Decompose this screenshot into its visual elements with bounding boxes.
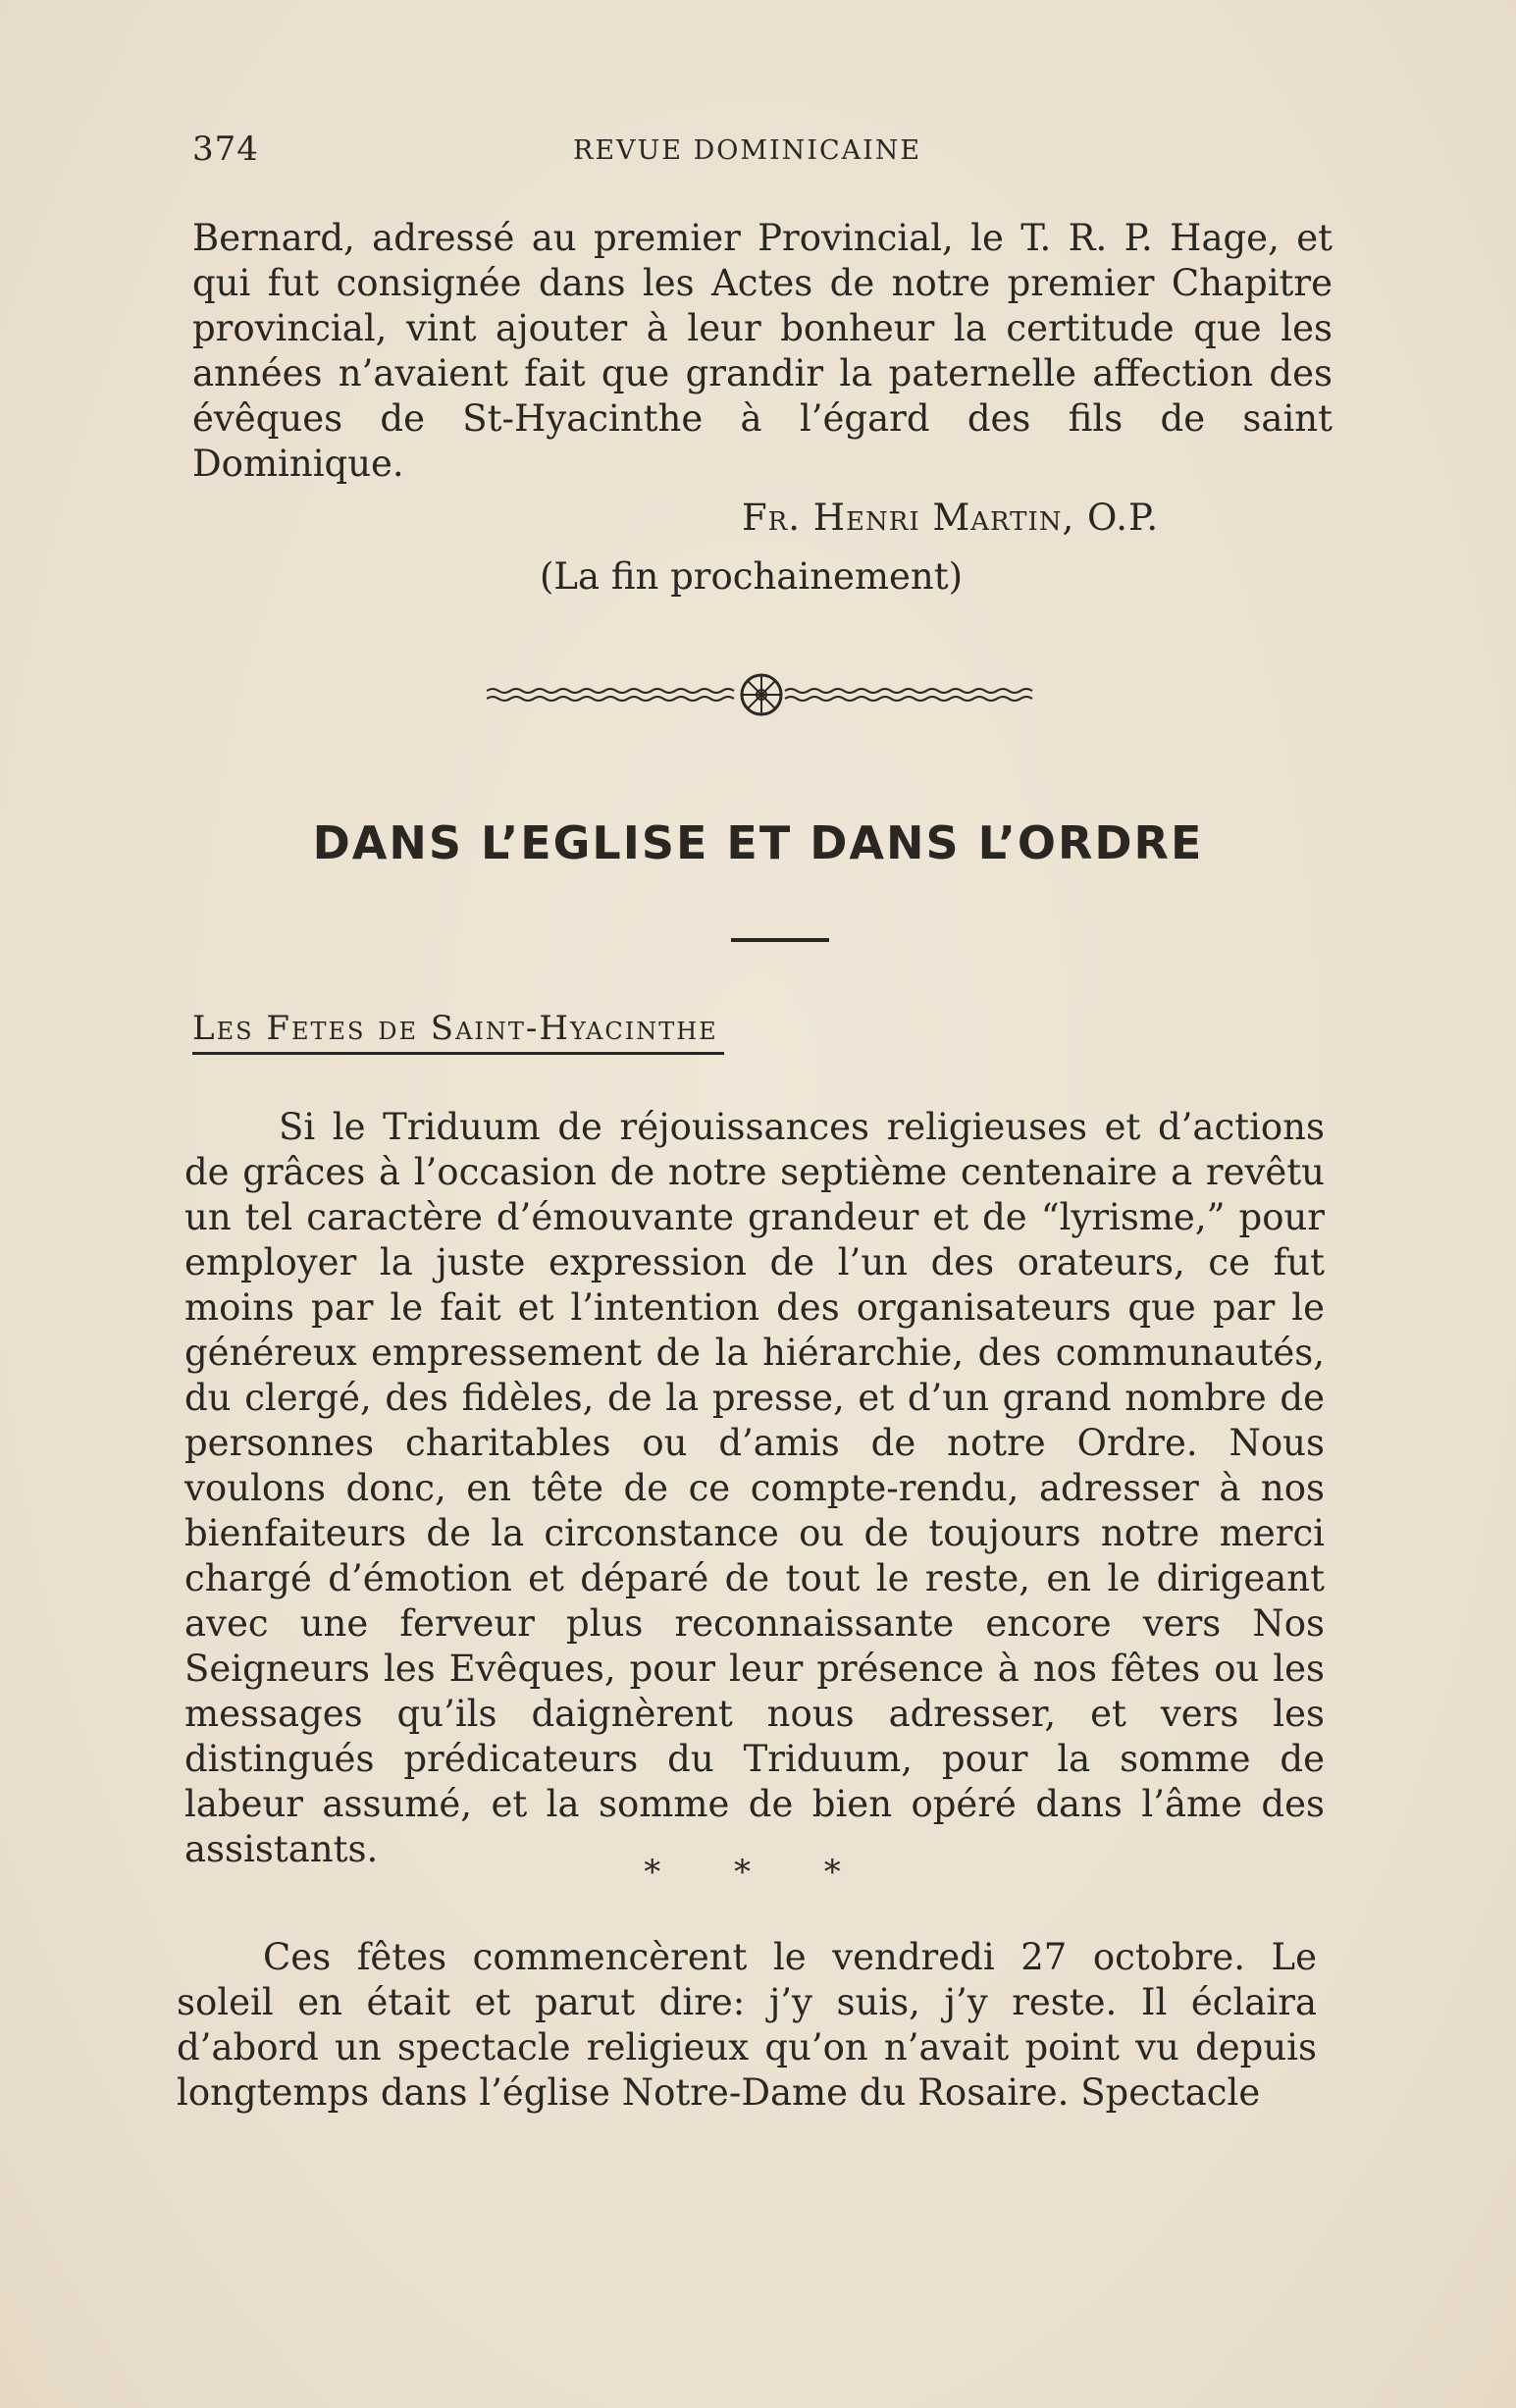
- author-signature: Fr. Henri Martin, O.P.: [742, 497, 1160, 539]
- closing-paragraph: Bernard, adressé au premier Provincial, le T. R. P. Hage, et qui fut consignée dans les Actes de notre premier Chapitre provincial, vint ajouter à leur bonheur la certitude que les années n’avaient fait que grandir la paternelle affection des évêques de St-Hyacinthe à l’égard des fils de saint Dominique.: [192, 217, 1333, 485]
- body-paragraph-2: [177, 1935, 1317, 2116]
- continuation-note: (La fin prochainement): [540, 555, 964, 598]
- body-paragraph-2-text: Ces fêtes commencèrent le vendredi 27 octobre. Le soleil en était et parut dire: j’y suis, j’y reste. Il éclaira d’abord un spectacle religieux qu’on n’avait point vu depuis longtemps dans l’église Notre-Dame du Rosaire. Spectacle: [177, 1936, 1317, 2114]
- title-rule: [731, 938, 829, 942]
- page-number: 374: [192, 130, 259, 169]
- running-head: REVUE DOMINICAINE: [573, 135, 922, 166]
- body-paragraph-1-text: Si le Triduum de réjouissances religieuses et d’actions de grâces à l’occasion de notre septième centenaire a revêtu un tel caractère d’émouvante grandeur et de “lyrisme,” pour employer la juste expression de l’un des orateurs, ce fut moins par le fait et l’intention des organisateurs que par le généreux empressement de la hiérarchie, des communautés, du clergé, des fidèles, de la presse, et d’un grand nombre de personnes charitables ou d’amis de notre Ordre. Nous voulons donc, en tête de ce compte-rendu, adresser à nos bienfaiteurs de la circonstance ou de toujours notre merci chargé d’émotion et déparé de tout le reste, en le dirigeant avec une ferveur plus reconnaissante encore vers Nos Seigneurs les Evêques, pour leur présence à nos fêtes ou les messages qu’ils daignèrent nous adresser, et vers les distingués prédicateurs du Triduum, pour la somme de labeur assumé, et la somme de bien opéré dans l’âme des assistants.: [184, 1106, 1325, 1870]
- ornament-divider: [487, 669, 1036, 724]
- subsection-title: Les Fetes de Saint-Hyacinthe: [192, 1009, 724, 1055]
- page-header: [192, 130, 1321, 179]
- section-title: DANS L’EGLISE ET DANS L’ORDRE: [312, 816, 1204, 869]
- body-paragraph-1: [184, 1105, 1325, 1872]
- asterism-separator: * * *: [644, 1853, 872, 1892]
